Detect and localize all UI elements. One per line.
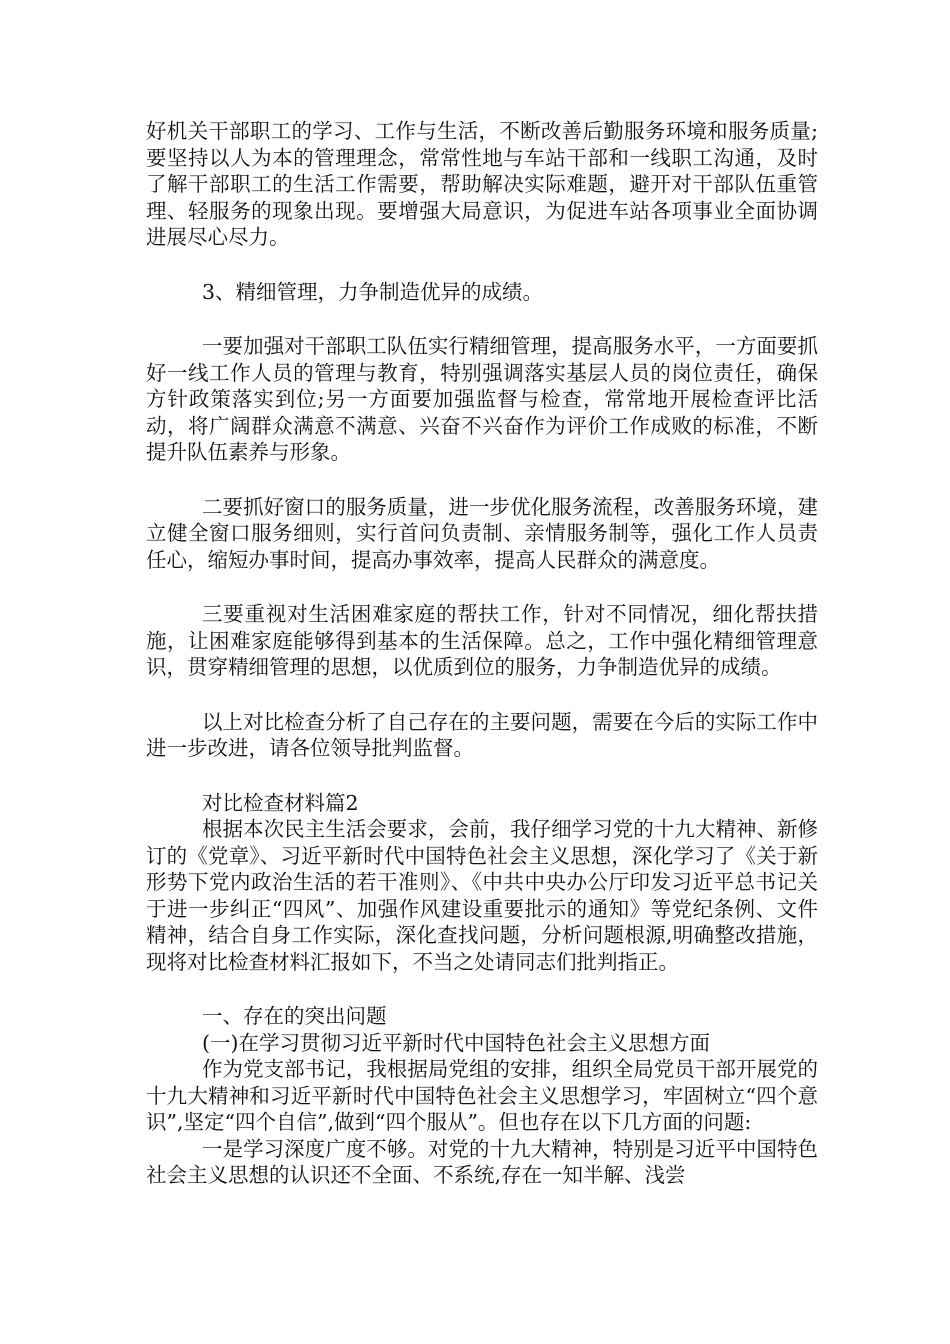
paragraph-family-assistance: 三要重视对生活困难家庭的帮扶工作，针对不同情况，细化帮扶措施，让困难家庭能够得到基本的生活保障。总之，工作中强化精细管理意识，贯穿精细管理的思想，以优质到位的服务，力争制造优异的成绩。: [146, 602, 818, 679]
section-heading-problems: 一、存在的突出问题: [202, 1004, 387, 1028]
section-heading-fine-management: 3、精细管理，力争制造优异的成绩。: [202, 279, 544, 304]
paragraph-introduction: 根据本次民主生活会要求，会前，我仔细学习党的十九大精神、新修订的《党章》、习近平新时代中国特色社会主义思想，深化学习了《关于新形势下党内政治生活的若干准则》、《中共中央办公厅印发习近平总书记关于进一步纠正“四风”、加强作风建设重要批示的通知》等党纪条例、文件精神，结合自身工作实际，深化查找问题，分析问题根源,明确整改措施，现将对比检查材料汇报如下，不当之处请同志们批判指正。: [146, 817, 818, 974]
subsection-heading-study: (一)在学习贯彻习近平新时代中国特色社会主义思想方面: [202, 1030, 710, 1055]
paragraph-party-secretary: 作为党支部书记，我根据局党组的安排，组织全局党员干部开展党的十九大精神和习近平新时代中国特色社会主义思想学习，牢固树立“四个意识”,坚定“四个自信”,做到“四个服从”。但也存在以下几方面的问题:: [146, 1057, 818, 1134]
paragraph-window-service: 二要抓好窗口的服务质量，进一步优化服务流程，改善服务环境，建立健全窗口服务细则，实行首问负责制、亲情服务制等，强化工作人员责任心，缩短办事时间，提高办事效率，提高人民群众的满意度。: [146, 494, 818, 572]
article-title: 对比检查材料篇2: [202, 790, 359, 815]
document-body: [146, 118, 818, 1189]
paragraph-study-depth: 一是学习深度广度不够。对党的十九大精神，特别是习近平中国特色社会主义思想的认识还不全面、不系统,存在一知半解、浅尝: [146, 1136, 818, 1187]
paragraph-service-quality: 好机关干部职工的学习、工作与生活，不断改善后勤服务环境和服务质量;要坚持以人为本的管理理念，常常性地与车站干部和一线职工沟通，及时了解干部职工的生活工作需要，帮助解决实际难题，避开对干部队伍重管理、轻服务的现象出现。要增强大局意识，为促进车站各项事业全面协调进展尽心尽力。: [146, 119, 818, 249]
paragraph-summary: 以上对比检查分析了自己存在的主要问题，需要在今后的实际工作中进一步改进，请各位领导批判监督。: [146, 709, 818, 760]
paragraph-team-management: 一要加强对干部职工队伍实行精细管理，提高服务水平，一方面要抓好一线工作人员的管理与教育，特别强调落实基层人员的岗位责任，确保方针政策落实到位;另一方面要加强监督与检查，常常地开展检查评比活动，将广阔群众满意不满意、兴奋不兴奋作为评价工作成败的标准，不断提升队伍素养与形象。: [146, 334, 818, 464]
